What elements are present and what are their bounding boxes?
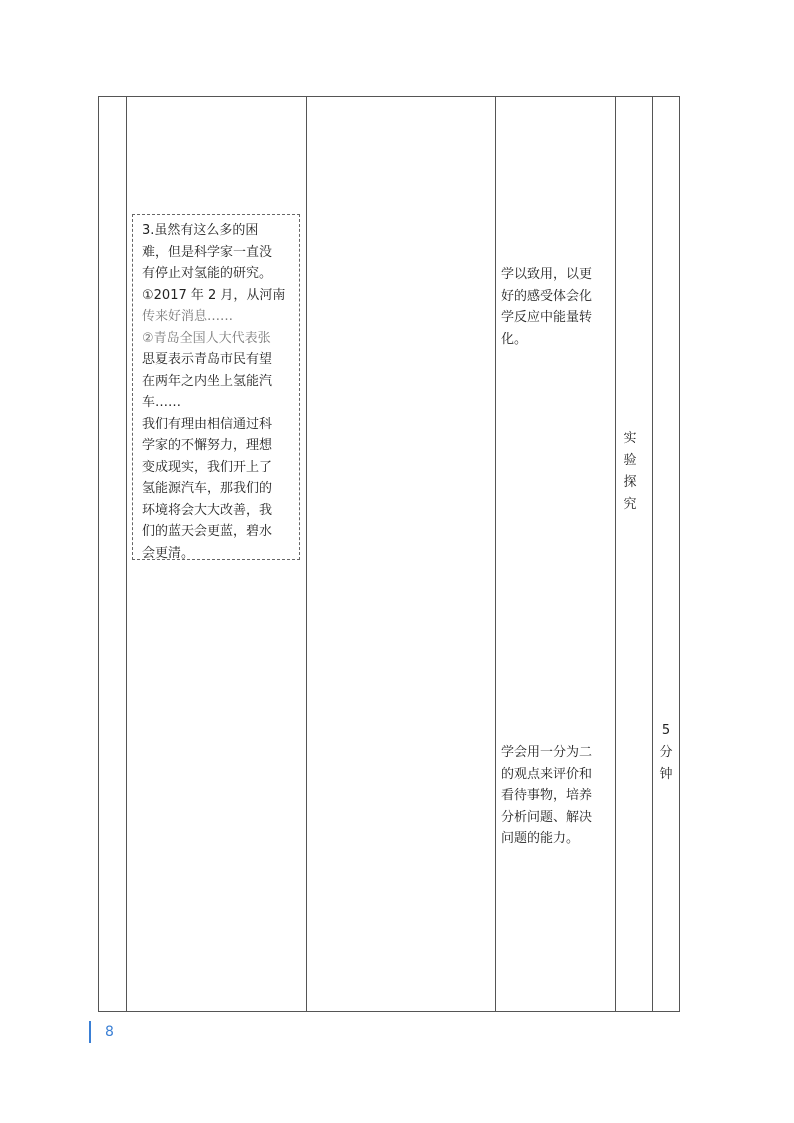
design-intent-critical-thinking: 学会用一分为二 的观点来评价和 看待事物，培养 分析问题、解决 问题的能力。 <box>501 745 593 846</box>
time-allocation-vertical: 5 分 钟 <box>659 723 673 782</box>
note-line: 在两年之内坐上氢能汽 <box>142 373 273 389</box>
hydrogen-research-note-box <box>132 214 300 560</box>
table-column-divider <box>126 96 127 1012</box>
note-line: 车…… <box>142 395 182 410</box>
note-line: 思夏表示青岛市民有望 <box>142 352 273 367</box>
note-line: 变成现实，我们开上了 <box>142 459 273 475</box>
teaching-method-vertical: 实 验 探 究 <box>623 431 637 512</box>
table-column-divider <box>615 96 616 1012</box>
table-column-divider <box>495 96 496 1012</box>
design-intent-application: 学以致用，以更 好的感受体会化 学反应中能量转 化。 <box>501 267 593 347</box>
page-number: 8 <box>105 1024 114 1040</box>
note-line: 氢能源汽车，那我们的 <box>142 481 273 496</box>
note-line: 难，但是科学家一直没 <box>142 244 273 260</box>
note-line: 们的蓝天会更蓝，碧水 <box>142 524 273 539</box>
page-number-bar <box>89 1021 91 1043</box>
table-column-divider <box>306 96 307 1012</box>
note-line: 传来好消息…… <box>142 309 234 324</box>
note-line: 学家的不懈努力，理想 <box>142 438 273 453</box>
note-line: 会更清。 <box>142 545 195 561</box>
note-line: 3.虽然有这么多的困 <box>142 223 259 238</box>
note-line: ②青岛全国人大代表张 <box>142 330 271 346</box>
table-column-divider <box>652 96 653 1012</box>
note-line: 我们有理由相信通过科 <box>142 416 273 432</box>
note-line: 环境将会大大改善，我 <box>142 502 273 518</box>
note-line: 有停止对氢能的研究。 <box>142 266 273 281</box>
note-line: ①2017 年 2 月，从河南 <box>142 287 286 303</box>
